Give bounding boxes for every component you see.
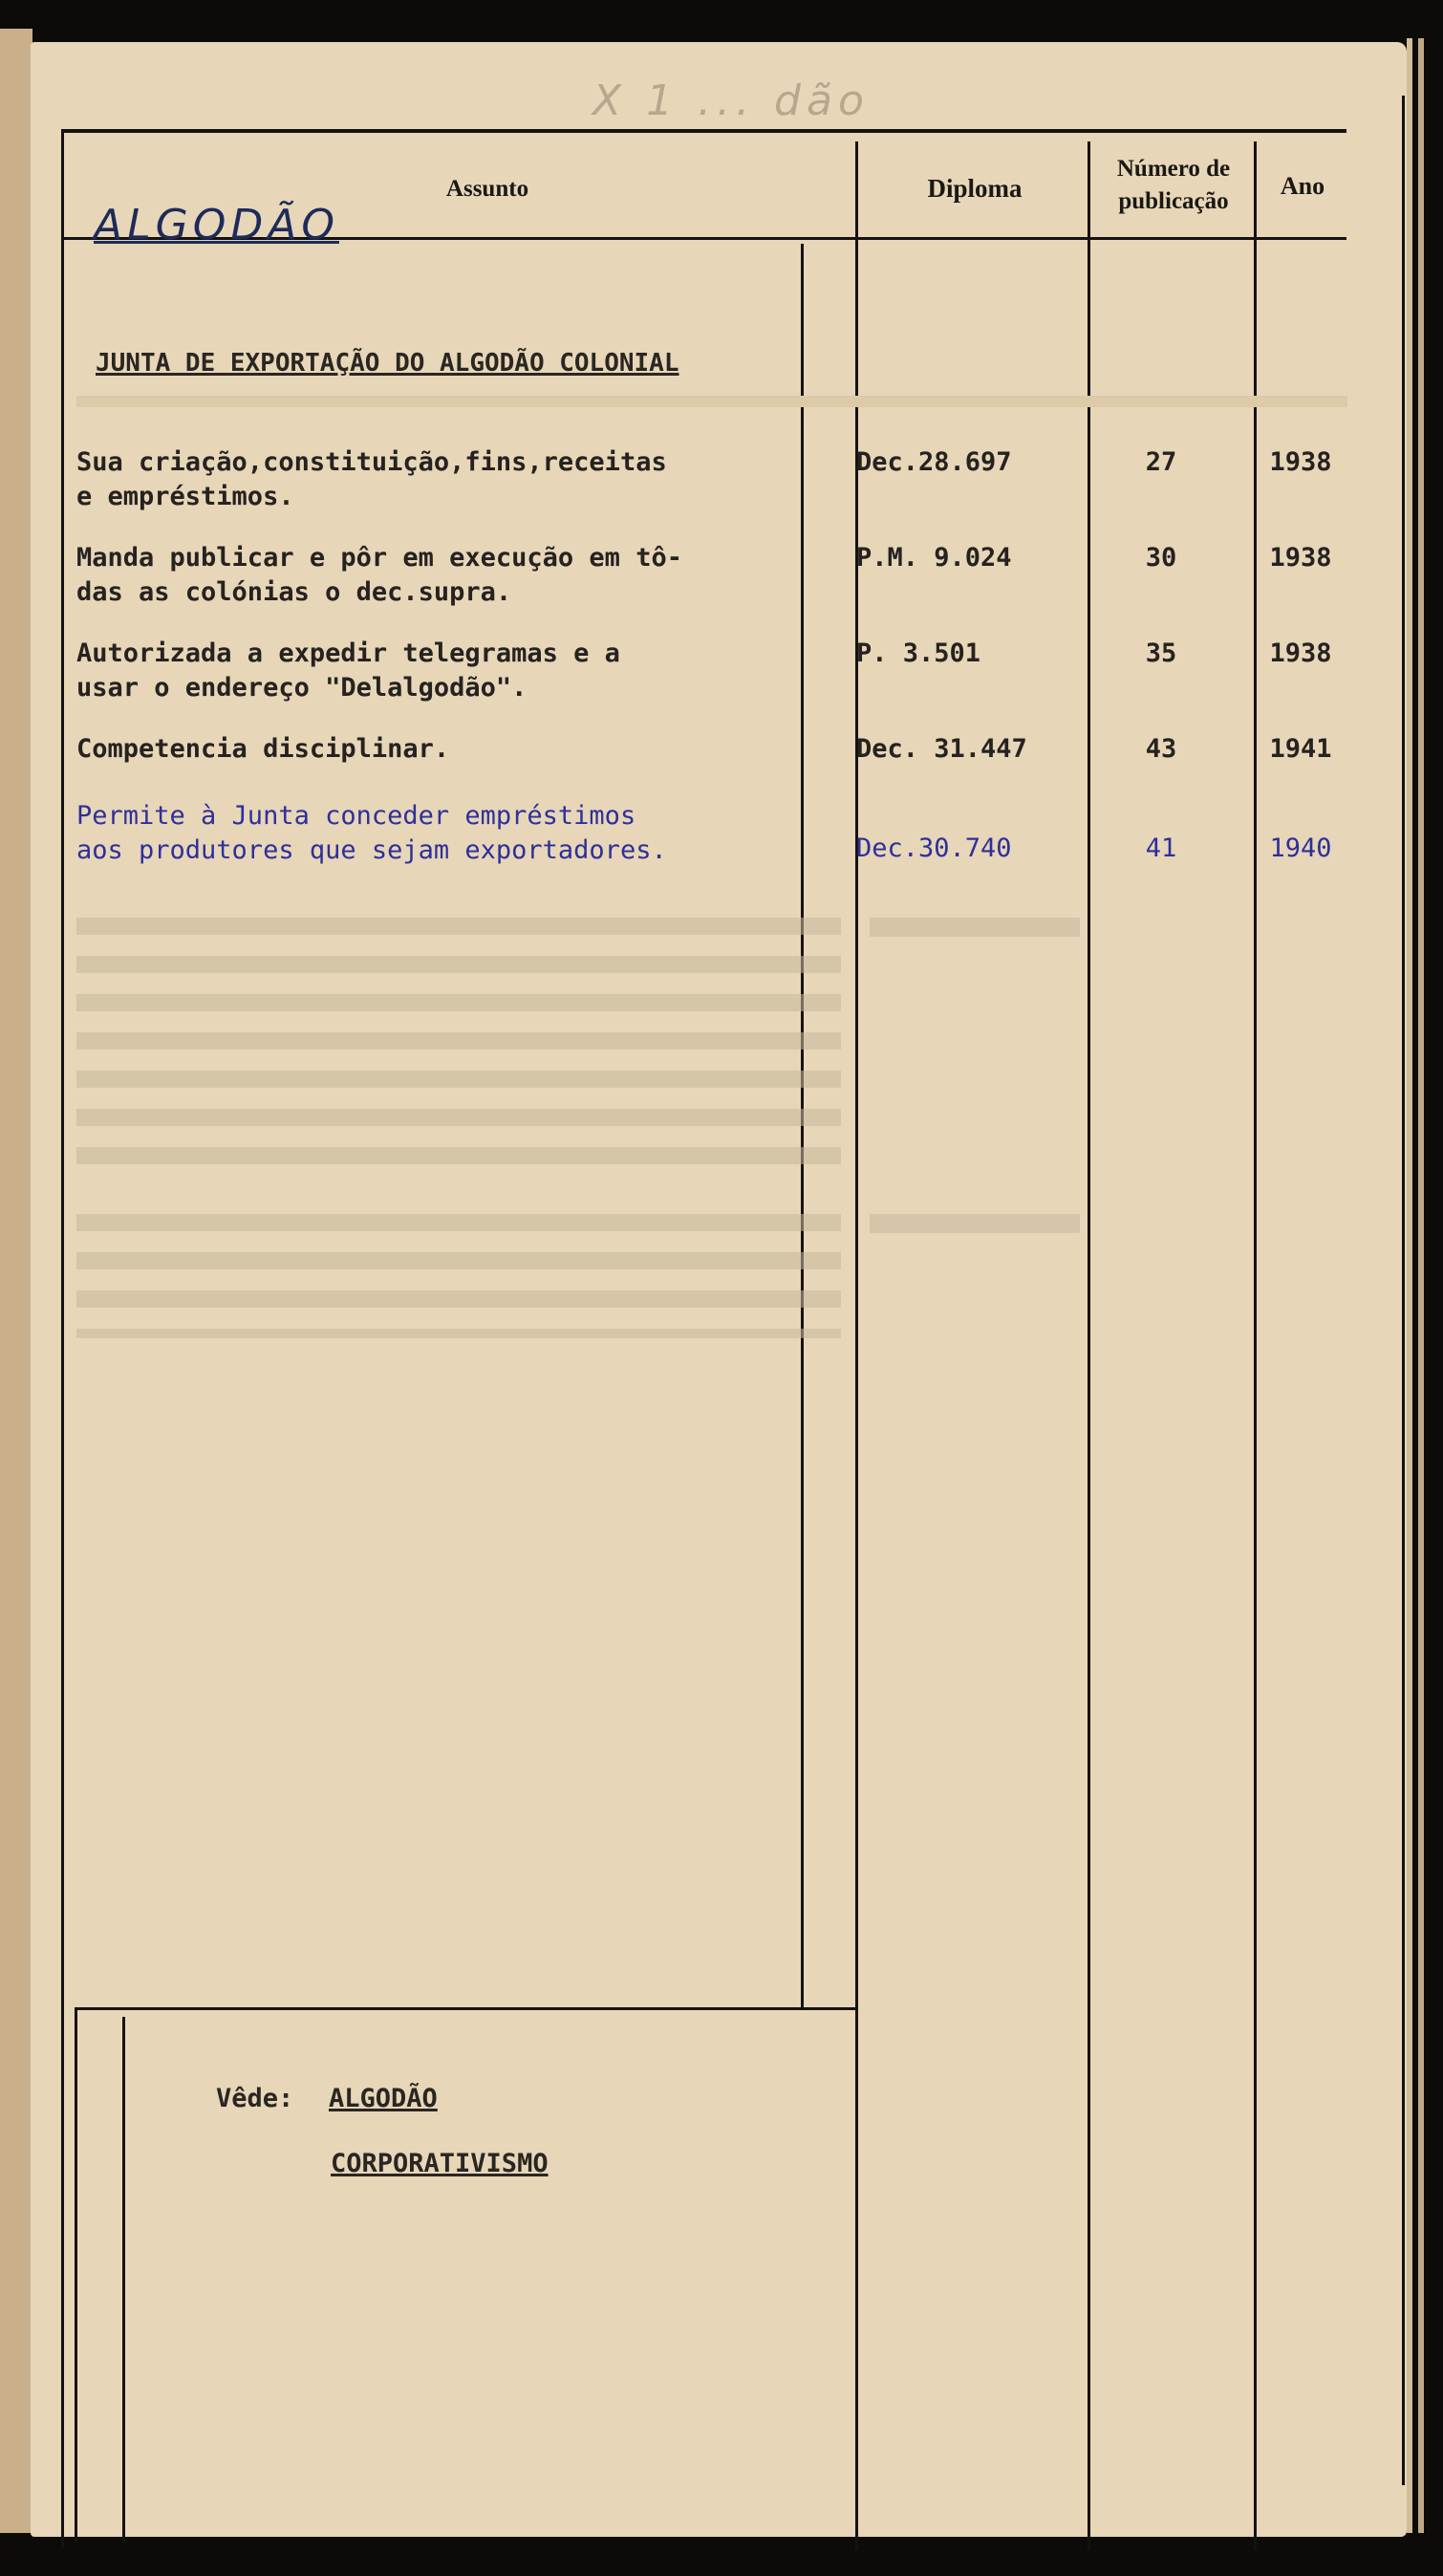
- numero-divider: [1088, 141, 1090, 2550]
- faint-strip: [76, 396, 1347, 407]
- diploma-cell: P.M. 9.024: [856, 543, 1012, 573]
- bleed-through: [870, 918, 1080, 937]
- numero-cell: 27: [1145, 447, 1177, 477]
- diploma-divider: [855, 141, 858, 2550]
- section-heading: JUNTA DE EXPORTAÇÃO DO ALGODÃO COLONIAL: [96, 349, 679, 378]
- binding-strip: [0, 29, 32, 2533]
- see-also-item: ALGODÃO: [329, 2084, 438, 2113]
- diploma-cell: P. 3.501: [856, 639, 981, 668]
- faint-handwriting: X 1 ... dão: [592, 76, 870, 125]
- ano-divider: [1254, 141, 1257, 2550]
- subject-cell: Competencia disciplinar.: [76, 734, 450, 764]
- numero-cell: 30: [1145, 543, 1177, 573]
- handwritten-title: ALGODÃO: [94, 201, 339, 249]
- year-cell: 1938: [1269, 447, 1332, 477]
- see-also-item: CORPORATIVISMO: [331, 2149, 549, 2178]
- top-rule: [61, 129, 1346, 133]
- diploma-cell: Dec. 31.447: [856, 734, 1027, 764]
- bleed-through: [76, 918, 841, 1166]
- numero-cell: 41: [1145, 833, 1177, 863]
- subject-cell: Sua criação,constituição,fins,receitas e empréstimos.: [76, 447, 667, 511]
- page-edge: [1407, 38, 1412, 2533]
- header-assunto: Assunto: [445, 176, 529, 202]
- year-cell: 1941: [1269, 734, 1332, 764]
- left-border: [61, 129, 64, 2547]
- see-also-label: Vêde:: [216, 2084, 294, 2113]
- bleed-through: [870, 1214, 1080, 1233]
- year-cell: 1938: [1269, 639, 1332, 668]
- numero-cell: 35: [1145, 639, 1177, 668]
- subject-cell: Manda publicar e pôr em execução em tô- das as colónias o dec.supra.: [76, 543, 682, 607]
- bleed-through: [76, 1214, 841, 1338]
- diploma-cell: Dec.28.697: [856, 447, 1012, 477]
- footer-rule: [75, 2007, 856, 2010]
- subject-cell: Permite à Junta conceder empréstimos aos produtores que sejam exportadores.: [76, 801, 667, 865]
- right-border: [1402, 96, 1405, 2485]
- subject-cell: Autorizada a expedir telegramas e a usar o endereço "Delalgodão".: [76, 639, 620, 703]
- footer-margin-rule: [122, 2017, 125, 2543]
- header-diploma: Diploma: [927, 174, 1023, 203]
- numero-cell: 43: [1145, 734, 1177, 764]
- footer-left-rule: [75, 2007, 77, 2543]
- year-cell: 1940: [1269, 833, 1332, 863]
- header-numero: Número de publicação: [1116, 156, 1231, 214]
- year-cell: 1938: [1269, 543, 1332, 573]
- diploma-cell: Dec.30.740: [856, 833, 1012, 863]
- page-edge: [1418, 38, 1424, 2533]
- header-ano: Ano: [1280, 172, 1325, 200]
